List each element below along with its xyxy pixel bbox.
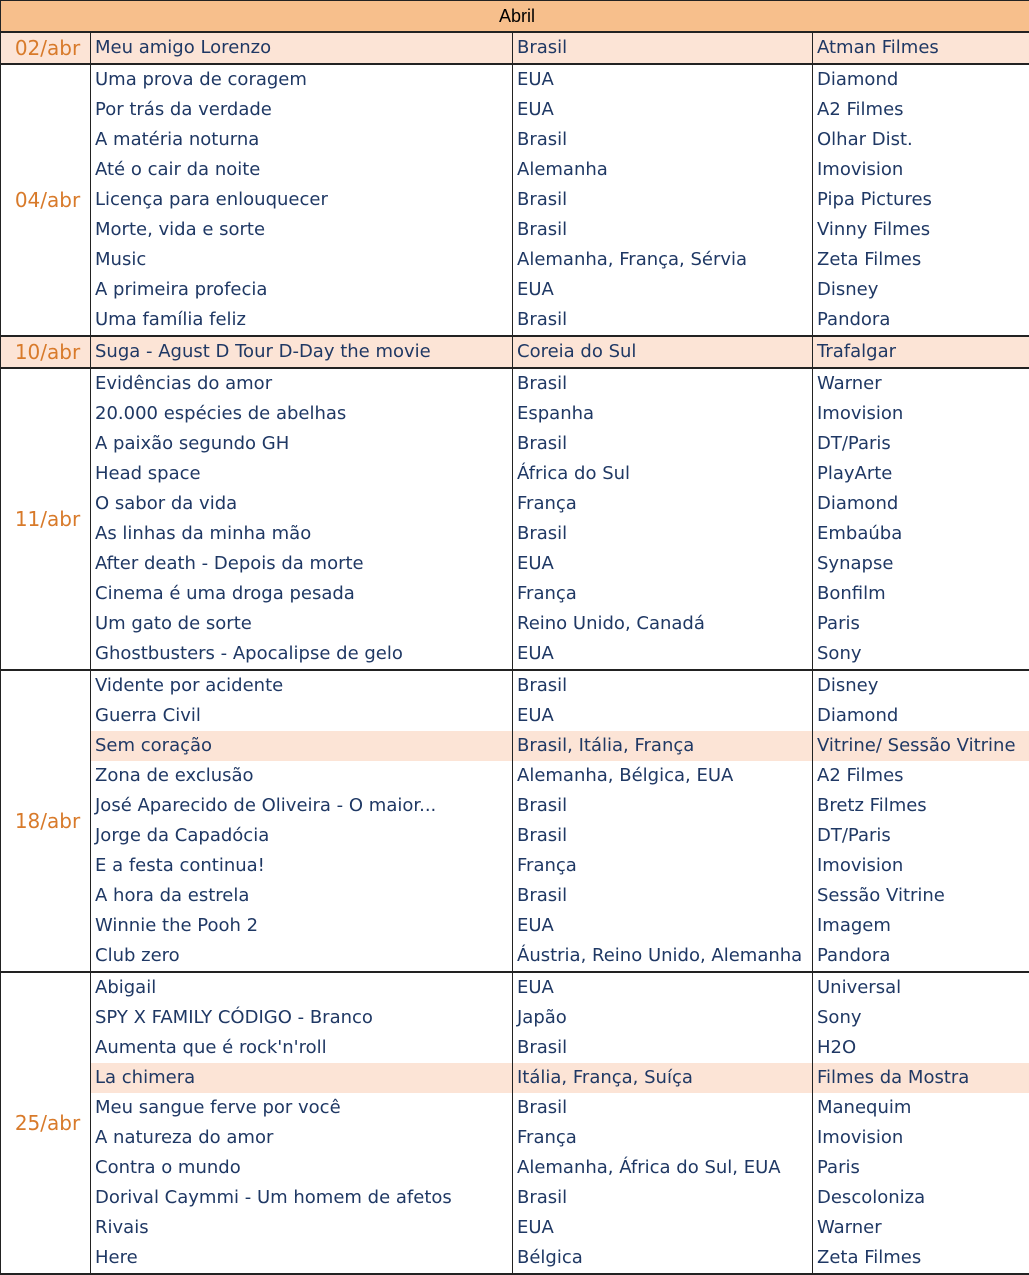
film-country: Bélgica (513, 1243, 813, 1274)
film-row (1, 1153, 1029, 1183)
film-distributor: Imagem (813, 911, 1029, 941)
film-country: Japão (513, 1003, 813, 1033)
film-distributor: Universal (813, 972, 1029, 1003)
film-country: Brasil (513, 368, 813, 399)
film-country: França (513, 851, 813, 881)
film-row (1, 731, 1029, 761)
film-country: Brasil (513, 125, 813, 155)
film-title: Meu amigo Lorenzo (91, 32, 513, 64)
film-title: Vidente por acidente (91, 670, 513, 701)
film-row (1, 459, 1029, 489)
film-row (1, 32, 1029, 64)
film-title: Aumenta que é rock'n'roll (91, 1033, 513, 1063)
film-title: Sem coração (91, 731, 513, 761)
film-distributor: Descoloniza (813, 1183, 1029, 1213)
film-row (1, 429, 1029, 459)
film-country: EUA (513, 972, 813, 1003)
release-date: 18/abr (1, 670, 91, 972)
film-row (1, 275, 1029, 305)
film-row (1, 1003, 1029, 1033)
film-row (1, 549, 1029, 579)
film-title: Rivais (91, 1213, 513, 1243)
film-row (1, 1063, 1029, 1093)
film-title: SPY X FAMILY CÓDIGO - Branco (91, 1003, 513, 1033)
film-distributor: A2 Filmes (813, 95, 1029, 125)
film-row (1, 368, 1029, 399)
release-table-body (1, 1, 1029, 1275)
film-country: França (513, 579, 813, 609)
film-title: Licença para enlouquecer (91, 185, 513, 215)
film-country: França (513, 489, 813, 519)
film-title: Por trás da verdade (91, 95, 513, 125)
film-country: Brasil (513, 791, 813, 821)
film-distributor: Paris (813, 609, 1029, 639)
film-title: Abigail (91, 972, 513, 1003)
film-country: Coreia do Sul (513, 336, 813, 368)
film-title: Suga - Agust D Tour D-Day the movie (91, 336, 513, 368)
film-title: Here (91, 1243, 513, 1274)
film-country: Brasil (513, 429, 813, 459)
film-country: Brasil (513, 519, 813, 549)
film-row (1, 489, 1029, 519)
film-row (1, 64, 1029, 95)
film-title: Evidências do amor (91, 368, 513, 399)
film-row (1, 851, 1029, 881)
film-country: Áustria, Reino Unido, Alemanha (513, 941, 813, 972)
film-distributor: Vinny Filmes (813, 215, 1029, 245)
film-country: Brasil (513, 305, 813, 336)
film-title: After death - Depois da morte (91, 549, 513, 579)
film-distributor: Olhar Dist. (813, 125, 1029, 155)
film-title: A matéria noturna (91, 125, 513, 155)
film-country: Brasil (513, 1033, 813, 1063)
film-title: Um gato de sorte (91, 609, 513, 639)
film-row (1, 881, 1029, 911)
film-country: Brasil (513, 32, 813, 64)
film-row (1, 155, 1029, 185)
film-distributor: Paris (813, 1153, 1029, 1183)
film-row (1, 761, 1029, 791)
film-row (1, 821, 1029, 851)
film-title: Winnie the Pooh 2 (91, 911, 513, 941)
film-title: Ghostbusters - Apocalipse de gelo (91, 639, 513, 670)
film-row (1, 215, 1029, 245)
film-row (1, 1123, 1029, 1153)
film-country: Alemanha, França, Sérvia (513, 245, 813, 275)
film-title: E a festa continua! (91, 851, 513, 881)
film-distributor: Synapse (813, 549, 1029, 579)
film-row (1, 701, 1029, 731)
film-row (1, 1243, 1029, 1274)
film-title: As linhas da minha mão (91, 519, 513, 549)
film-country: Espanha (513, 399, 813, 429)
film-country: Brasil, Itália, França (513, 731, 813, 761)
film-row (1, 399, 1029, 429)
film-country: Itália, França, Suíça (513, 1063, 813, 1093)
film-distributor: A2 Filmes (813, 761, 1029, 791)
film-title: Jorge da Capadócia (91, 821, 513, 851)
film-distributor: Pandora (813, 941, 1029, 972)
film-distributor: Sony (813, 1003, 1029, 1033)
film-country: África do Sul (513, 459, 813, 489)
month-header-row (1, 1, 1029, 33)
film-country: Alemanha, Bélgica, EUA (513, 761, 813, 791)
release-date: 04/abr (1, 64, 91, 336)
film-row (1, 95, 1029, 125)
film-title: Contra o mundo (91, 1153, 513, 1183)
film-country: Brasil (513, 670, 813, 701)
film-distributor: Sony (813, 639, 1029, 670)
film-title: Morte, vida e sorte (91, 215, 513, 245)
film-distributor: Disney (813, 670, 1029, 701)
film-country: Brasil (513, 821, 813, 851)
film-country: EUA (513, 1213, 813, 1243)
film-distributor: Sessão Vitrine (813, 881, 1029, 911)
film-row (1, 305, 1029, 336)
film-title: Guerra Civil (91, 701, 513, 731)
release-date: 02/abr (1, 32, 91, 64)
film-row (1, 1033, 1029, 1063)
film-row (1, 639, 1029, 670)
film-title: Dorival Caymmi - Um homem de afetos (91, 1183, 513, 1213)
film-row (1, 579, 1029, 609)
film-row (1, 245, 1029, 275)
film-country: França (513, 1123, 813, 1153)
film-distributor: Diamond (813, 489, 1029, 519)
film-title: A primeira profecia (91, 275, 513, 305)
film-distributor: Warner (813, 368, 1029, 399)
film-title: A natureza do amor (91, 1123, 513, 1153)
film-title: Uma prova de coragem (91, 64, 513, 95)
film-row (1, 185, 1029, 215)
film-country: Brasil (513, 215, 813, 245)
release-date: 10/abr (1, 336, 91, 368)
film-distributor: Imovision (813, 1123, 1029, 1153)
release-date: 11/abr (1, 368, 91, 670)
film-row (1, 972, 1029, 1003)
film-country: Brasil (513, 185, 813, 215)
film-distributor: DT/Paris (813, 429, 1029, 459)
film-row (1, 609, 1029, 639)
film-distributor: Pipa Pictures (813, 185, 1029, 215)
film-row (1, 125, 1029, 155)
film-distributor: Bretz Filmes (813, 791, 1029, 821)
film-title: A paixão segundo GH (91, 429, 513, 459)
film-distributor: Imovision (813, 851, 1029, 881)
film-distributor: Trafalgar (813, 336, 1029, 368)
film-distributor: Manequim (813, 1093, 1029, 1123)
film-distributor: Bonfilm (813, 579, 1029, 609)
film-title: Music (91, 245, 513, 275)
film-distributor: Diamond (813, 64, 1029, 95)
film-title: José Aparecido de Oliveira - O maior... (91, 791, 513, 821)
film-row (1, 1093, 1029, 1123)
film-country: Brasil (513, 1093, 813, 1123)
film-distributor: Vitrine/ Sessão Vitrine (813, 731, 1029, 761)
film-distributor: Zeta Filmes (813, 1243, 1029, 1274)
film-country: EUA (513, 701, 813, 731)
month-title: Abril (1, 1, 1029, 33)
film-country: EUA (513, 275, 813, 305)
film-distributor: Disney (813, 275, 1029, 305)
film-distributor: Warner (813, 1213, 1029, 1243)
film-title: Head space (91, 459, 513, 489)
film-row (1, 519, 1029, 549)
film-country: EUA (513, 95, 813, 125)
film-distributor: Embaúba (813, 519, 1029, 549)
film-distributor: PlayArte (813, 459, 1029, 489)
film-country: EUA (513, 639, 813, 670)
film-country: EUA (513, 64, 813, 95)
film-distributor: Atman Filmes (813, 32, 1029, 64)
film-row (1, 791, 1029, 821)
film-title: Club zero (91, 941, 513, 972)
film-country: Alemanha, África do Sul, EUA (513, 1153, 813, 1183)
film-distributor: DT/Paris (813, 821, 1029, 851)
film-distributor: H2O (813, 1033, 1029, 1063)
film-row (1, 670, 1029, 701)
film-row (1, 1183, 1029, 1213)
film-distributor: Pandora (813, 305, 1029, 336)
film-title: O sabor da vida (91, 489, 513, 519)
film-country: Brasil (513, 881, 813, 911)
film-row (1, 941, 1029, 972)
film-title: Uma família feliz (91, 305, 513, 336)
film-distributor: Zeta Filmes (813, 245, 1029, 275)
film-distributor: Imovision (813, 155, 1029, 185)
film-country: EUA (513, 911, 813, 941)
film-title: Zona de exclusão (91, 761, 513, 791)
film-title: Cinema é uma droga pesada (91, 579, 513, 609)
film-row (1, 1213, 1029, 1243)
film-distributor: Filmes da Mostra (813, 1063, 1029, 1093)
film-title: A hora da estrela (91, 881, 513, 911)
film-title: La chimera (91, 1063, 513, 1093)
film-row (1, 911, 1029, 941)
release-date: 25/abr (1, 972, 91, 1274)
film-title: 20.000 espécies de abelhas (91, 399, 513, 429)
film-distributor: Imovision (813, 399, 1029, 429)
film-title: Meu sangue ferve por você (91, 1093, 513, 1123)
film-country: Alemanha (513, 155, 813, 185)
film-country: Brasil (513, 1183, 813, 1213)
film-distributor: Diamond (813, 701, 1029, 731)
film-title: Até o cair da noite (91, 155, 513, 185)
film-country: Reino Unido, Canadá (513, 609, 813, 639)
film-row (1, 336, 1029, 368)
film-country: EUA (513, 549, 813, 579)
